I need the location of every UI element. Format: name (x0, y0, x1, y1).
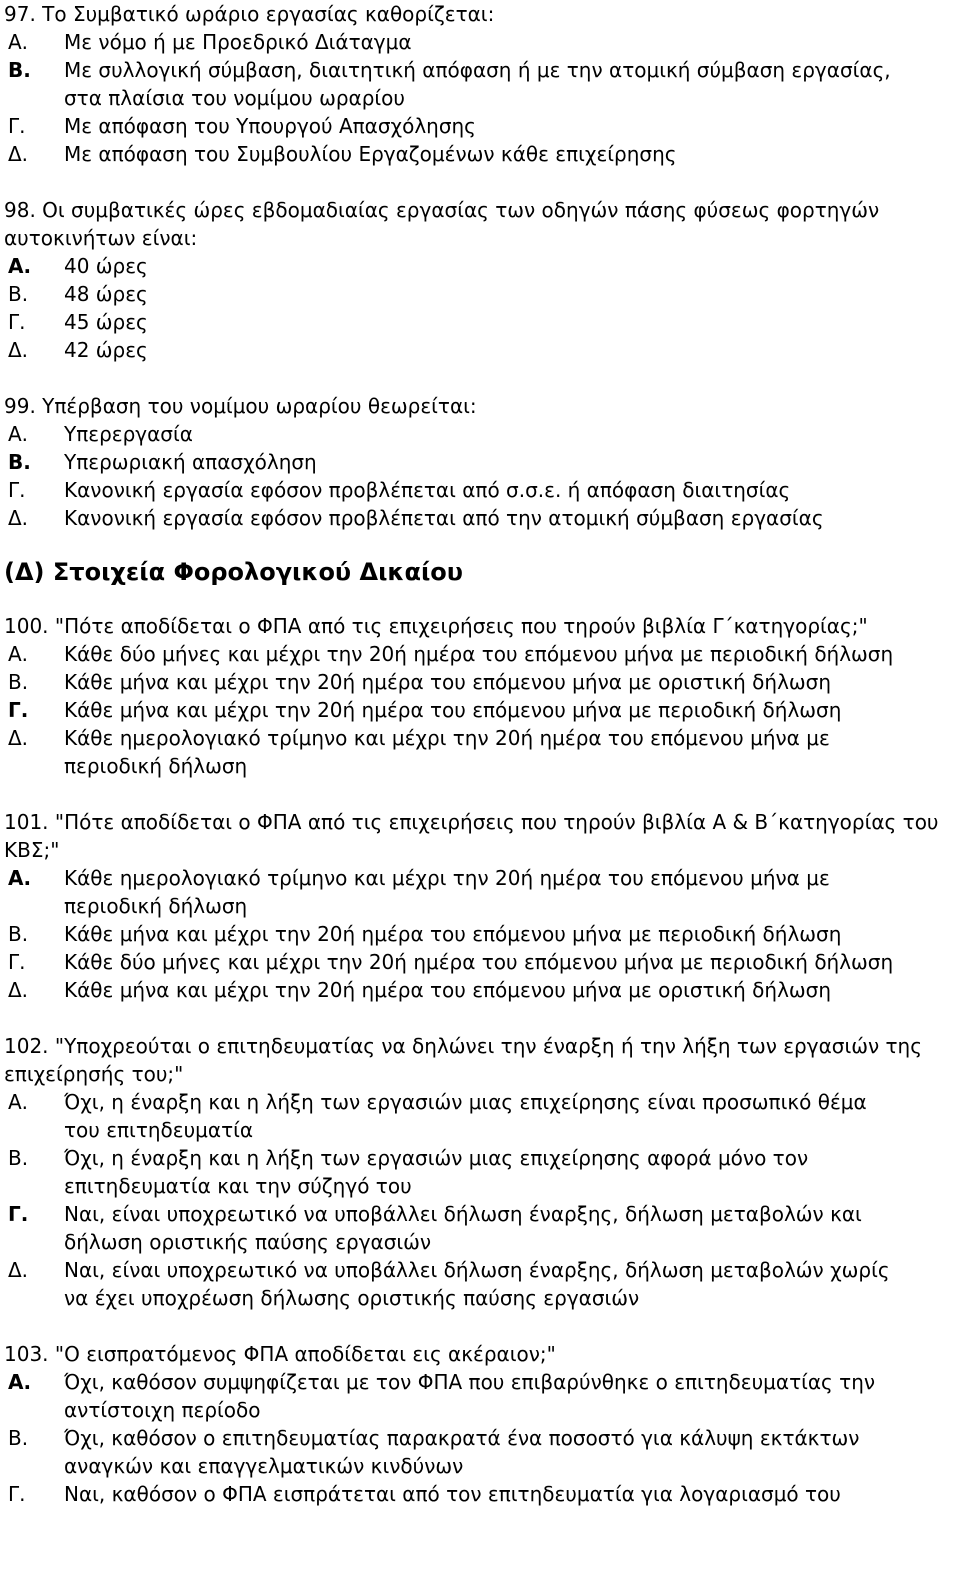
option-text: Όχι, καθόσον ο επιτηδευματίας παρακρατά ένα ποσοστό για κάλυψη εκτάκτων αναγκών και επαγγελματικών κινδύνων (64, 1426, 860, 1478)
option-text: Κάθε μήνα και μέχρι την 20ή ημέρα του επόμενου μήνα με περιοδική δήλωση (64, 922, 842, 946)
question-text: 103. "Ο εισπρατόμενος ΦΠΑ αποδίδεται εις ακέραιον;" (4, 1342, 556, 1366)
question-101 (4, 808, 956, 1004)
option-text: Με νόμο ή με Προεδρικό Διάταγμα (64, 30, 412, 54)
option-text: Κάθε μήνα και μέχρι την 20ή ημέρα του επόμενου μήνα με οριστική δήλωση (64, 978, 832, 1002)
option-text: Κανονική εργασία εφόσον προβλέπεται από την ατομική σύμβαση εργασίας (64, 506, 824, 530)
option-letter: Γ. (8, 1202, 29, 1226)
question-text: 102. "Υποχρεούται ο επιτηδευματίας να δηλώνει την έναρξη ή την λήξη των εργασιών της επιχείρησής του;" (4, 1034, 922, 1086)
question-text: 101. "Πότε αποδίδεται ο ΦΠΑ από τις επιχειρήσεις που τηρούν βιβλία Α & Β΄κατηγορίας του ΚΒΣ;" (4, 810, 939, 862)
option-text: Κάθε δύο μήνες και μέχρι την 20ή ημέρα του επόμενου μήνα με περιοδική δήλωση (64, 642, 894, 666)
question-100 (4, 612, 956, 780)
question-103 (4, 1340, 956, 1508)
option-letter: Β. (8, 282, 29, 306)
question-98 (4, 196, 956, 364)
question-text: 99. Υπέρβαση του νομίμου ωραρίου θεωρείται: (4, 394, 477, 418)
option-letter: Β. (8, 670, 29, 694)
option-a (4, 252, 956, 280)
option-text: Ναι, καθόσον ο ΦΠΑ εισπράτεται από τον επιτηδευματία για λογαριασμό του (64, 1482, 841, 1506)
option-text: Ναι, είναι υποχρεωτικό να υποβάλλει δήλωση έναρξης, δήλωση μεταβολών και δήλωση οριστικής παύσης εργασιών (64, 1202, 862, 1254)
option-d (4, 976, 956, 1004)
option-text: Όχι, η έναρξη και η λήξη των εργασιών μιας επιχείρησης είναι προσωπικό θέμα του επιτηδευματία (64, 1090, 867, 1142)
option-d (4, 504, 956, 532)
question-97 (4, 0, 956, 168)
option-b (4, 668, 956, 696)
question-text: 97. Το Συμβατικό ωράριο εργασίας καθορίζεται: (4, 2, 495, 26)
option-letter: Β. (8, 58, 31, 82)
option-letter: Β. (8, 450, 31, 474)
option-text: Με απόφαση του Υπουργού Απασχόλησης (64, 114, 476, 138)
option-a (4, 1368, 956, 1424)
option-letter: Γ. (8, 310, 26, 334)
option-letter: Α. (8, 1090, 29, 1114)
option-letter: Γ. (8, 114, 26, 138)
option-c (4, 948, 956, 976)
option-c (4, 308, 956, 336)
option-d (4, 140, 956, 168)
option-letter: Α. (8, 254, 32, 278)
option-c (4, 1480, 956, 1508)
option-text: Υπερωριακή απασχόληση (64, 450, 317, 474)
option-c (4, 696, 956, 724)
option-b (4, 56, 956, 112)
option-text: 45 ώρες (64, 310, 148, 334)
option-text: Κανονική εργασία εφόσον προβλέπεται από σ.σ.ε. ή απόφαση διαιτησίας (64, 478, 791, 502)
option-letter: Α. (8, 642, 29, 666)
option-d (4, 336, 956, 364)
section-heading: (Δ) Στοιχεία Φορολογικού Δικαίου (4, 558, 463, 586)
option-text: Όχι, η έναρξη και η λήξη των εργασιών μιας επιχείρησης αφορά μόνο τον επιτηδευματία και την σύζηγό του (64, 1146, 809, 1198)
question-99 (4, 392, 956, 532)
option-letter: Δ. (8, 978, 29, 1002)
option-c (4, 476, 956, 504)
option-b (4, 1424, 956, 1480)
option-b (4, 448, 956, 476)
option-text: Κάθε μήνα και μέχρι την 20ή ημέρα του επόμενου μήνα με περιοδική δήλωση (64, 698, 842, 722)
option-b (4, 280, 956, 308)
option-letter: Β. (8, 922, 29, 946)
option-letter: Α. (8, 866, 32, 890)
option-text: 42 ώρες (64, 338, 148, 362)
option-text: Κάθε ημερολογιακό τρίμηνο και μέχρι την 20ή ημέρα του επόμενου μήνα με περιοδική δήλωση (64, 726, 830, 778)
option-letter: Γ. (8, 950, 26, 974)
option-text: Ναι, είναι υποχρεωτικό να υποβάλλει δήλωση έναρξης, δήλωση μεταβολών χωρίς να έχει υποχρέωση δήλωσης οριστικής παύσης εργασιών (64, 1258, 890, 1310)
option-letter: Α. (8, 30, 29, 54)
option-text: Κάθε ημερολογιακό τρίμηνο και μέχρι την 20ή ημέρα του επόμενου μήνα με περιοδική δήλωση (64, 866, 830, 918)
option-letter: Γ. (8, 1482, 26, 1506)
option-a (4, 28, 956, 56)
option-text: 40 ώρες (64, 254, 148, 278)
option-letter: Β. (8, 1146, 29, 1170)
option-letter: Δ. (8, 142, 29, 166)
option-a (4, 864, 956, 920)
option-text: Κάθε μήνα και μέχρι την 20ή ημέρα του επόμενου μήνα με οριστική δήλωση (64, 670, 832, 694)
option-d (4, 724, 956, 780)
option-letter: Β. (8, 1426, 29, 1450)
question-text: 98. Οι συμβατικές ώρες εβδομαδιαίας εργασίας των οδηγών πάσης φύσεως φορτηγών αυτοκινήτων είναι: (4, 198, 880, 250)
option-b (4, 1144, 956, 1200)
option-letter: Α. (8, 422, 29, 446)
option-d (4, 1256, 956, 1312)
option-letter: Γ. (8, 698, 29, 722)
option-a (4, 420, 956, 448)
option-letter: Α. (8, 1370, 32, 1394)
question-102 (4, 1032, 956, 1312)
option-letter: Δ. (8, 1258, 29, 1282)
option-c (4, 112, 956, 140)
option-text: 48 ώρες (64, 282, 148, 306)
option-text: Όχι, καθόσον συμψηφίζεται με τον ΦΠΑ που επιβαρύνθηκε ο επιτηδευματίας την αντίστοιχη περίοδο (64, 1370, 876, 1422)
option-b (4, 920, 956, 948)
option-letter: Δ. (8, 726, 29, 750)
option-letter: Γ. (8, 478, 26, 502)
option-text: Με συλλογική σύμβαση, διαιτητική απόφαση ή με την ατομική σύμβαση εργασίας, στα πλαίσια του νομίμου ωραρίου (64, 58, 891, 110)
option-a (4, 1088, 956, 1144)
option-c (4, 1200, 956, 1256)
option-letter: Δ. (8, 338, 29, 362)
question-text: 100. "Πότε αποδίδεται ο ΦΠΑ από τις επιχειρήσεις που τηρούν βιβλία Γ΄κατηγορίας;" (4, 614, 868, 638)
option-text: Κάθε δύο μήνες και μέχρι την 20ή ημέρα του επόμενου μήνα με περιοδική δήλωση (64, 950, 894, 974)
option-letter: Δ. (8, 506, 29, 530)
option-text: Υπερεργασία (64, 422, 193, 446)
option-a (4, 640, 956, 668)
option-text: Με απόφαση του Συμβουλίου Εργαζομένων κάθε επιχείρησης (64, 142, 677, 166)
